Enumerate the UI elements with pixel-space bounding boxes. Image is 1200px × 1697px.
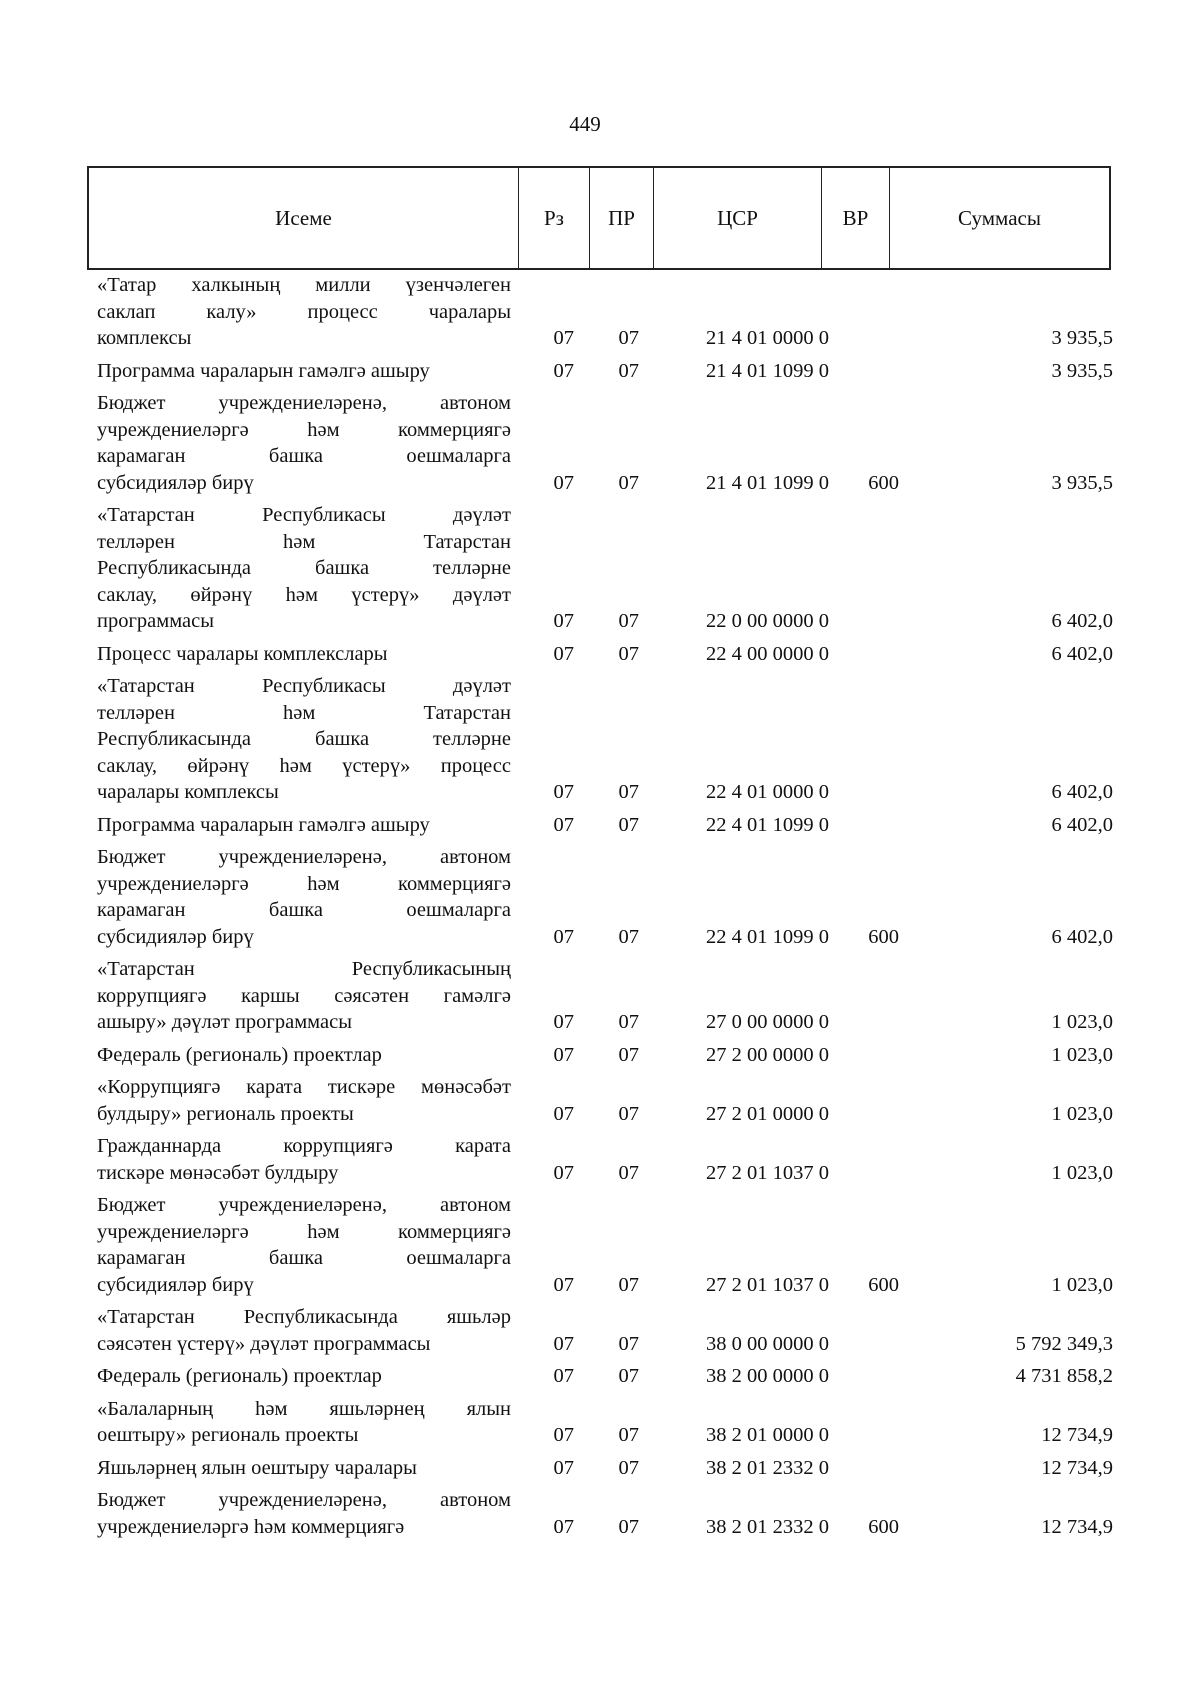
row-name-line: телләрен һәм Татарстан: [97, 530, 511, 553]
row-name-line: Федераль (региональ) проектлар: [97, 1365, 382, 1387]
table-row: [97, 502, 1115, 635]
row-vr: 600: [868, 925, 899, 948]
row-name-line: Программа чараларын гамәлгә ашыру: [97, 813, 430, 836]
row-name-line: учреждениеләргә һәм коммерциягә: [97, 1220, 511, 1243]
row-pr: 07: [618, 925, 639, 948]
header-sum: Суммасы: [958, 205, 1041, 230]
row-pr: 07: [618, 781, 639, 803]
row-pr: 07: [618, 1102, 639, 1125]
row-sum: 6 402,0: [1051, 642, 1113, 665]
row-pr: 07: [618, 1273, 639, 1296]
header-csr: ЦСР: [654, 168, 822, 268]
row-name-line: карамаган башка оешмаларга: [97, 1247, 511, 1269]
row-name-line: программасы: [97, 610, 215, 632]
row-sum: 6 402,0: [1051, 781, 1113, 803]
row-rz: 07: [553, 359, 574, 382]
row-sum: 3 935,5: [1051, 471, 1113, 494]
row-name-line: ашыру» дәүләт программасы: [97, 1011, 352, 1033]
row-csr: 22 4 01 1099 0: [706, 925, 829, 948]
table-row: [97, 641, 1115, 668]
row-rz: 07: [553, 1515, 574, 1538]
row-name-line: Федераль (региональ) проектлар: [97, 1043, 382, 1066]
row-csr: 21 4 01 0000 0: [706, 327, 829, 349]
table-row: [97, 1192, 1115, 1298]
table-row: [97, 1074, 1115, 1127]
row-name: [97, 1455, 511, 1482]
header-vr: ВР: [822, 168, 890, 268]
row-pr: 07: [618, 1456, 639, 1479]
row-name: [97, 1133, 511, 1186]
row-name-line: Бюджет учреждениеләренә, автоном: [97, 1489, 511, 1511]
table-row: [97, 1304, 1115, 1357]
table-row: [97, 1487, 1115, 1540]
row-name-line: Процесс чаралары комплекслары: [97, 642, 388, 665]
row-rz: 07: [553, 1043, 574, 1066]
row-name-line: субсидияләр бирү: [97, 925, 254, 948]
row-name-line: «Татарстан Республикасы дәүләт: [97, 504, 511, 526]
row-csr: 22 0 00 0000 0: [706, 610, 829, 632]
row-name: [97, 502, 511, 635]
row-sum: 1 023,0: [1051, 1161, 1113, 1184]
row-name: [97, 673, 511, 806]
row-rz: 07: [553, 925, 574, 948]
table-row: [97, 673, 1115, 806]
row-sum: 6 402,0: [1051, 925, 1113, 948]
row-rz: 07: [553, 642, 574, 665]
row-name-line: учреждениеләргә һәм коммерциягә: [97, 418, 511, 441]
row-name-line: телләрен һәм Татарстан: [97, 701, 511, 724]
row-vr: 600: [868, 471, 899, 494]
table-row: [97, 1455, 1115, 1482]
row-csr: 27 2 01 1037 0: [706, 1273, 829, 1296]
row-rz: 07: [553, 1365, 574, 1387]
row-csr: 27 2 01 0000 0: [706, 1102, 829, 1125]
row-name-line: сәясәтен үстерү» дәүләт программасы: [97, 1332, 431, 1355]
row-sum: 12 734,9: [1041, 1515, 1113, 1538]
row-csr: 38 0 00 0000 0: [706, 1332, 829, 1355]
row-name-line: Программа чараларын гамәлгә ашыру: [97, 359, 430, 382]
row-name-line: субсидияләр бирү: [97, 471, 254, 494]
row-pr: 07: [618, 1161, 639, 1184]
row-csr: 38 2 00 0000 0: [706, 1365, 829, 1387]
table-row: [97, 956, 1115, 1036]
row-name-line: Бюджет учреждениеләренә, автоном: [97, 1194, 511, 1216]
row-sum: 1 023,0: [1051, 1273, 1113, 1296]
row-csr: 22 4 01 0000 0: [706, 781, 829, 803]
row-csr: 21 4 01 1099 0: [706, 471, 829, 494]
row-rz: 07: [553, 1161, 574, 1184]
row-pr: 07: [618, 471, 639, 494]
row-name-line: учреждениеләргә һәм коммерциягә: [97, 872, 511, 895]
row-sum: 1 023,0: [1051, 1102, 1113, 1125]
header-pr: ПР: [590, 168, 654, 268]
row-name-line: оештыру» региональ проекты: [97, 1424, 359, 1446]
row-name: [97, 1304, 511, 1357]
row-sum: 3 935,5: [1051, 359, 1113, 382]
row-rz: 07: [553, 471, 574, 494]
row-csr: 38 2 01 2332 0: [706, 1456, 829, 1479]
row-csr: 38 2 01 2332 0: [706, 1515, 829, 1538]
row-name-line: Бюджет учреждениеләренә, автоном: [97, 846, 511, 868]
row-pr: 07: [618, 610, 639, 632]
row-csr: 22 4 00 0000 0: [706, 642, 829, 665]
row-rz: 07: [553, 813, 574, 836]
table-row: [97, 812, 1115, 839]
row-sum: 12 734,9: [1041, 1456, 1113, 1479]
row-name: [97, 390, 511, 496]
header-name: Исеме: [89, 168, 519, 268]
row-vr: 600: [868, 1515, 899, 1538]
table-row: [97, 1133, 1115, 1186]
row-csr: 27 0 00 0000 0: [706, 1011, 829, 1033]
row-name-line: карамаган башка оешмаларга: [97, 445, 511, 467]
row-name-line: саклап калу» процесс чаралары: [97, 300, 511, 323]
row-csr: 38 2 01 0000 0: [706, 1424, 829, 1446]
row-name-line: Яшьләрнең ялын оештыру чаралары: [97, 1456, 417, 1479]
row-pr: 07: [618, 1365, 639, 1387]
row-name: [97, 1363, 511, 1390]
row-name-line: Республикасында башка телләрне: [97, 557, 511, 579]
row-pr: 07: [618, 1332, 639, 1355]
row-pr: 07: [618, 1011, 639, 1033]
row-name-line: булдыру» региональ проекты: [97, 1102, 354, 1125]
row-sum: 12 734,9: [1041, 1424, 1113, 1446]
row-name-line: карамаган башка оешмаларга: [97, 899, 511, 921]
row-rz: 07: [553, 1273, 574, 1296]
row-name-line: «Татарстан Республикасының: [97, 958, 511, 980]
row-sum: 4 731 858,2: [1015, 1365, 1113, 1387]
row-name: [97, 1042, 511, 1069]
row-name-line: «Татарстан Республикасы дәүләт: [97, 675, 511, 697]
page-number: 449: [569, 112, 601, 136]
row-rz: 07: [553, 610, 574, 632]
row-name-line: «Татарстан Республикасында яшьләр: [97, 1306, 511, 1328]
row-name-line: Республикасында башка телләрне: [97, 728, 511, 750]
row-name: [97, 1487, 511, 1540]
row-name-line: саклау, өйрәнү һәм үстерү» дәүләт: [97, 583, 511, 606]
row-name: [97, 272, 511, 352]
table-row: [97, 844, 1115, 950]
row-name-line: «Коррупциягә карата тискәре мөнәсәбәт: [97, 1076, 511, 1098]
row-name: [97, 812, 511, 839]
row-sum: 1 023,0: [1051, 1011, 1113, 1033]
row-sum: 3 935,5: [1051, 327, 1113, 349]
row-name: [97, 358, 511, 385]
row-rz: 07: [553, 781, 574, 803]
row-sum: 6 402,0: [1051, 610, 1113, 632]
row-rz: 07: [553, 1102, 574, 1125]
row-csr: 27 2 00 0000 0: [706, 1043, 829, 1066]
row-name-line: учреждениеләргә һәм коммерциягә: [97, 1515, 405, 1538]
table-row: [97, 1363, 1115, 1390]
row-pr: 07: [618, 359, 639, 382]
row-name: [97, 1192, 511, 1298]
row-name: [97, 641, 511, 668]
row-rz: 07: [553, 1424, 574, 1446]
row-name-line: «Балаларның һәм яшьләрнең ялын: [97, 1397, 511, 1420]
row-csr: 22 4 01 1099 0: [706, 813, 829, 836]
table-row: [97, 358, 1115, 385]
row-name-line: коррупциягә каршы сәясәтен гамәлгә: [97, 984, 511, 1007]
table-row: [97, 1396, 1115, 1449]
row-vr: 600: [868, 1273, 899, 1296]
row-name: [97, 1074, 511, 1127]
table-row: [97, 390, 1115, 496]
row-sum: 5 792 349,3: [1015, 1332, 1113, 1355]
row-name-line: Гражданнарда коррупциягә карата: [97, 1135, 511, 1157]
row-csr: 21 4 01 1099 0: [706, 359, 829, 382]
row-rz: 07: [553, 1011, 574, 1033]
row-pr: 07: [618, 1515, 639, 1538]
row-pr: 07: [618, 813, 639, 836]
row-pr: 07: [618, 327, 639, 349]
row-name-line: Бюджет учреждениеләренә, автоном: [97, 392, 511, 414]
row-rz: 07: [553, 1456, 574, 1479]
row-name-line: субсидияләр бирү: [97, 1273, 254, 1296]
row-name: [97, 1396, 511, 1449]
row-sum: 1 023,0: [1051, 1043, 1113, 1066]
row-name-line: тискәре мөнәсәбәт булдыру: [97, 1161, 339, 1184]
table-header: [87, 166, 1111, 270]
row-rz: 07: [553, 327, 574, 349]
row-pr: 07: [618, 1424, 639, 1446]
row-rz: 07: [553, 1332, 574, 1355]
header-rz: Рз: [519, 168, 590, 268]
row-name: [97, 844, 511, 950]
table-row: [97, 1042, 1115, 1069]
row-name-line: «Татар халкының милли үзенчәлеген: [97, 274, 511, 296]
row-sum: 6 402,0: [1051, 813, 1113, 836]
row-name: [97, 956, 511, 1036]
table-body: [97, 272, 1115, 1546]
row-name-line: чаралары комплексы: [97, 781, 279, 803]
row-pr: 07: [618, 642, 639, 665]
row-name-line: комплексы: [97, 327, 192, 349]
row-pr: 07: [618, 1043, 639, 1066]
row-csr: 27 2 01 1037 0: [706, 1161, 829, 1184]
row-name-line: саклау, өйрәнү һәм үстерү» процесс: [97, 754, 511, 777]
table-row: [97, 272, 1115, 352]
